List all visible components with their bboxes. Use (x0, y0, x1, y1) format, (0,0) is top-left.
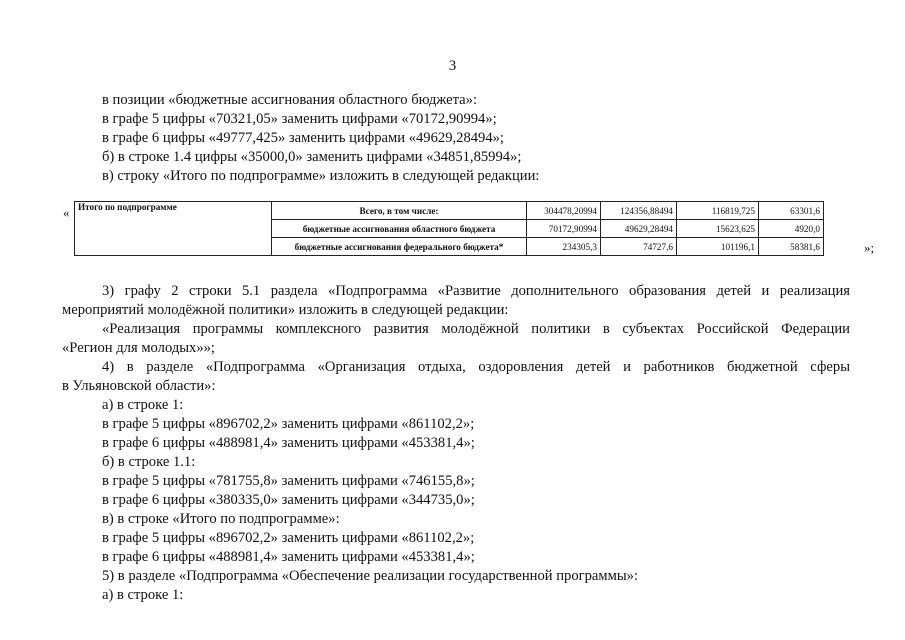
text-line: в графе 6 цифры «488981,4» заменить цифрами «453381,4»; (102, 549, 475, 565)
text-line: в графе 5 цифры «781755,8» заменить цифрами «746155,8»; (102, 473, 475, 489)
row-kind-cell: Всего, в том числе: (272, 202, 527, 220)
close-quote: »; (864, 240, 875, 255)
row-kind-cell: бюджетные ассигнования областного бюджета (272, 220, 527, 238)
text-line: 5) в разделе «Подпрограмма «Обеспечение реализации государственной программы»: (102, 568, 639, 584)
text-line: а) в строке 1: (102, 397, 184, 413)
text-line: в позиции «бюджетные ассигнования областного бюджета»: (102, 92, 477, 108)
value-cell: 304478,20994 (527, 202, 601, 220)
text-line: в графе 6 цифры «380335,0» заменить цифрами «344735,0»; (102, 492, 475, 508)
text-line: «Регион для молодых»»; (62, 340, 215, 356)
value-cell: 63301,6 (759, 202, 824, 220)
text-line: в Ульяновской области»: (62, 378, 216, 394)
text-line: в графе 6 цифры «488981,4» заменить цифрами «453381,4»; (102, 435, 475, 451)
text-line: в графе 5 цифры «896702,2» заменить цифрами «861102,2»; (102, 416, 475, 432)
text-line: а) в строке 1: (102, 587, 184, 603)
text-line: в графе 6 цифры «49777,425» заменить цифрами «49629,28494»; (102, 130, 504, 146)
text-line: в графе 5 цифры «896702,2» заменить цифрами «861102,2»; (102, 530, 475, 546)
text-line: 4) в разделе «Подпрограмма «Организация отдыха, оздоровления детей и работников бюджетной сферы (102, 359, 850, 375)
table-row (75, 202, 824, 220)
text-line: «Реализация программы комплексного развития молодёжной политики в субъектах Российской Федерации (102, 321, 850, 337)
open-quote: « (63, 205, 70, 220)
budget-table (74, 201, 824, 256)
text-line: в графе 5 цифры «70321,05» заменить цифрами «70172,90994»; (102, 111, 497, 127)
page-number: 3 (448, 58, 457, 74)
subprogram-name-cell: Итого по подпрограмме (75, 202, 272, 256)
text-line: в) в строке «Итого по подпрограмме»: (102, 511, 340, 527)
value-cell: 49629,28494 (601, 220, 677, 238)
text-line: б) в строке 1.1: (102, 454, 196, 470)
text-line: б) в строке 1.4 цифры «35000,0» заменить цифрами «34851,85994»; (102, 149, 522, 165)
row-kind-cell: бюджетные ассигнования федерального бюджета* (272, 238, 527, 256)
value-cell: 70172,90994 (527, 220, 601, 238)
text-line: 3) графу 2 строки 5.1 раздела «Подпрограмма «Развитие дополнительного образования детей и реализация (102, 283, 850, 299)
value-cell: 74727,6 (601, 238, 677, 256)
value-cell: 124356,88494 (601, 202, 677, 220)
value-cell: 234305,3 (527, 238, 601, 256)
text-line: мероприятий молодёжной политики» изложить в следующей редакции: (62, 302, 509, 318)
value-cell: 58381,6 (759, 238, 824, 256)
value-cell: 116819,725 (677, 202, 759, 220)
value-cell: 15623,625 (677, 220, 759, 238)
value-cell: 101196,1 (677, 238, 759, 256)
value-cell: 4920,0 (759, 220, 824, 238)
text-line: в) строку «Итого по подпрограмме» изложить в следующей редакции: (102, 168, 540, 184)
